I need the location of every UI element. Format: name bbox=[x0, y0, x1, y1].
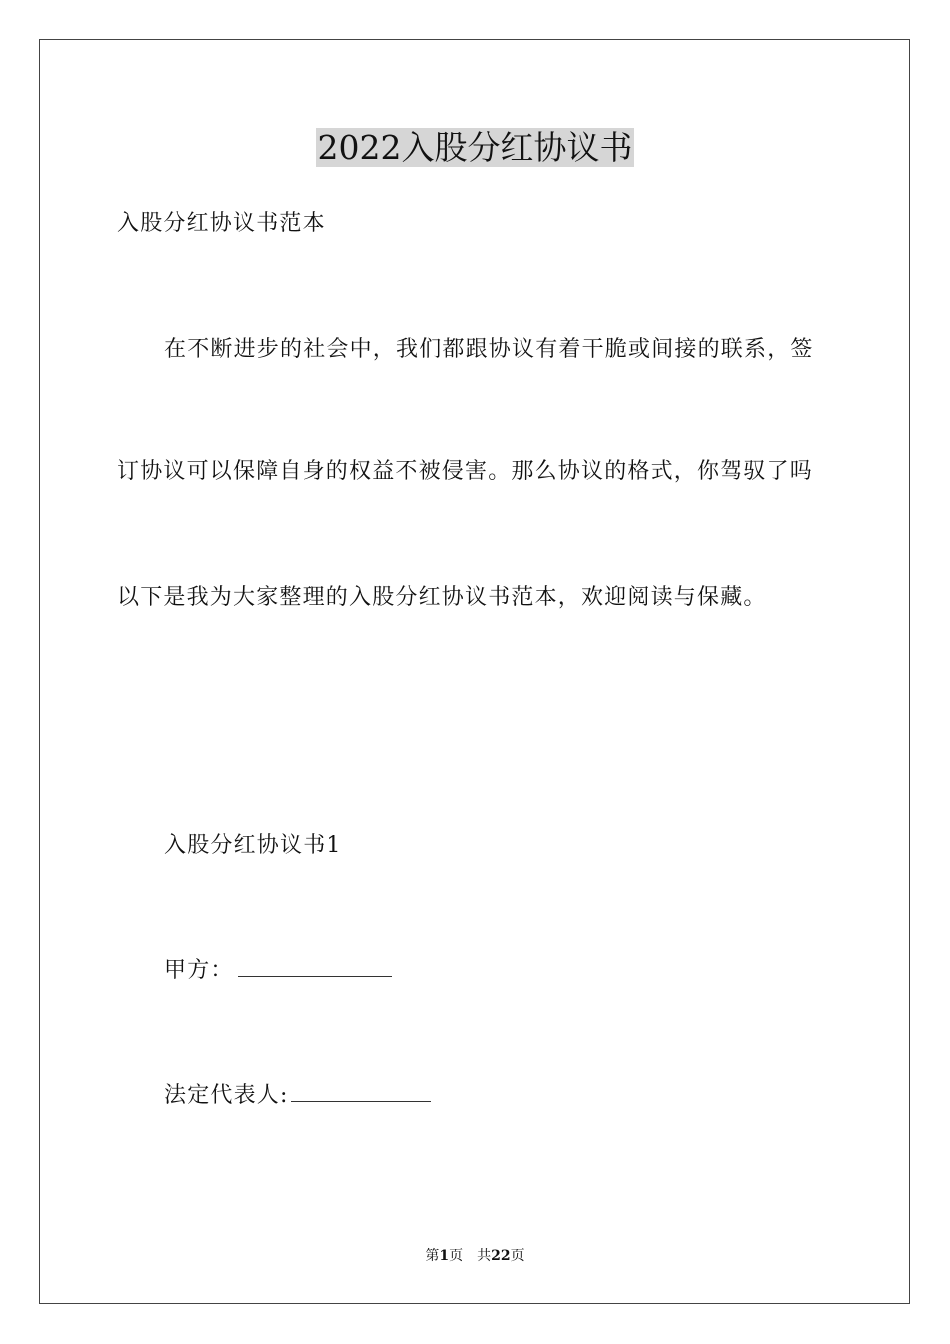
legal-rep-label: 法定代表人: bbox=[164, 1083, 289, 1108]
page-footer bbox=[0, 1246, 950, 1266]
document-title bbox=[0, 125, 950, 171]
document-subtitle: 入股分红协议书范本 bbox=[117, 211, 326, 236]
intro-line-2: 订协议可以保障自身的权益不被侵害。那么协议的格式，你驾驭了吗 bbox=[117, 459, 814, 484]
legal-rep-blank[interactable] bbox=[291, 1081, 431, 1102]
intro-line-3: 以下是我为大家整理的入股分红协议书范本，欢迎阅读与保藏。 bbox=[117, 585, 767, 610]
legal-rep-row bbox=[164, 1081, 431, 1111]
section-heading: 入股分红协议书1 bbox=[164, 833, 342, 858]
party-a-blank[interactable] bbox=[238, 956, 392, 977]
footer-page-mid: 页 共 bbox=[449, 1248, 492, 1264]
document-title-text: 2022入股分红协议书 bbox=[317, 128, 633, 167]
footer-page-prefix: 第 bbox=[425, 1248, 440, 1264]
footer-page-total: 22 bbox=[491, 1248, 511, 1264]
footer-page-current: 1 bbox=[439, 1248, 450, 1264]
intro-line-1: 在不断进步的社会中，我们都跟协议有着干脆或间接的联系，签 bbox=[164, 337, 814, 362]
party-a-label: 甲方： bbox=[164, 958, 234, 983]
footer-page-suffix: 页 bbox=[510, 1248, 525, 1264]
party-a-row bbox=[164, 956, 392, 986]
